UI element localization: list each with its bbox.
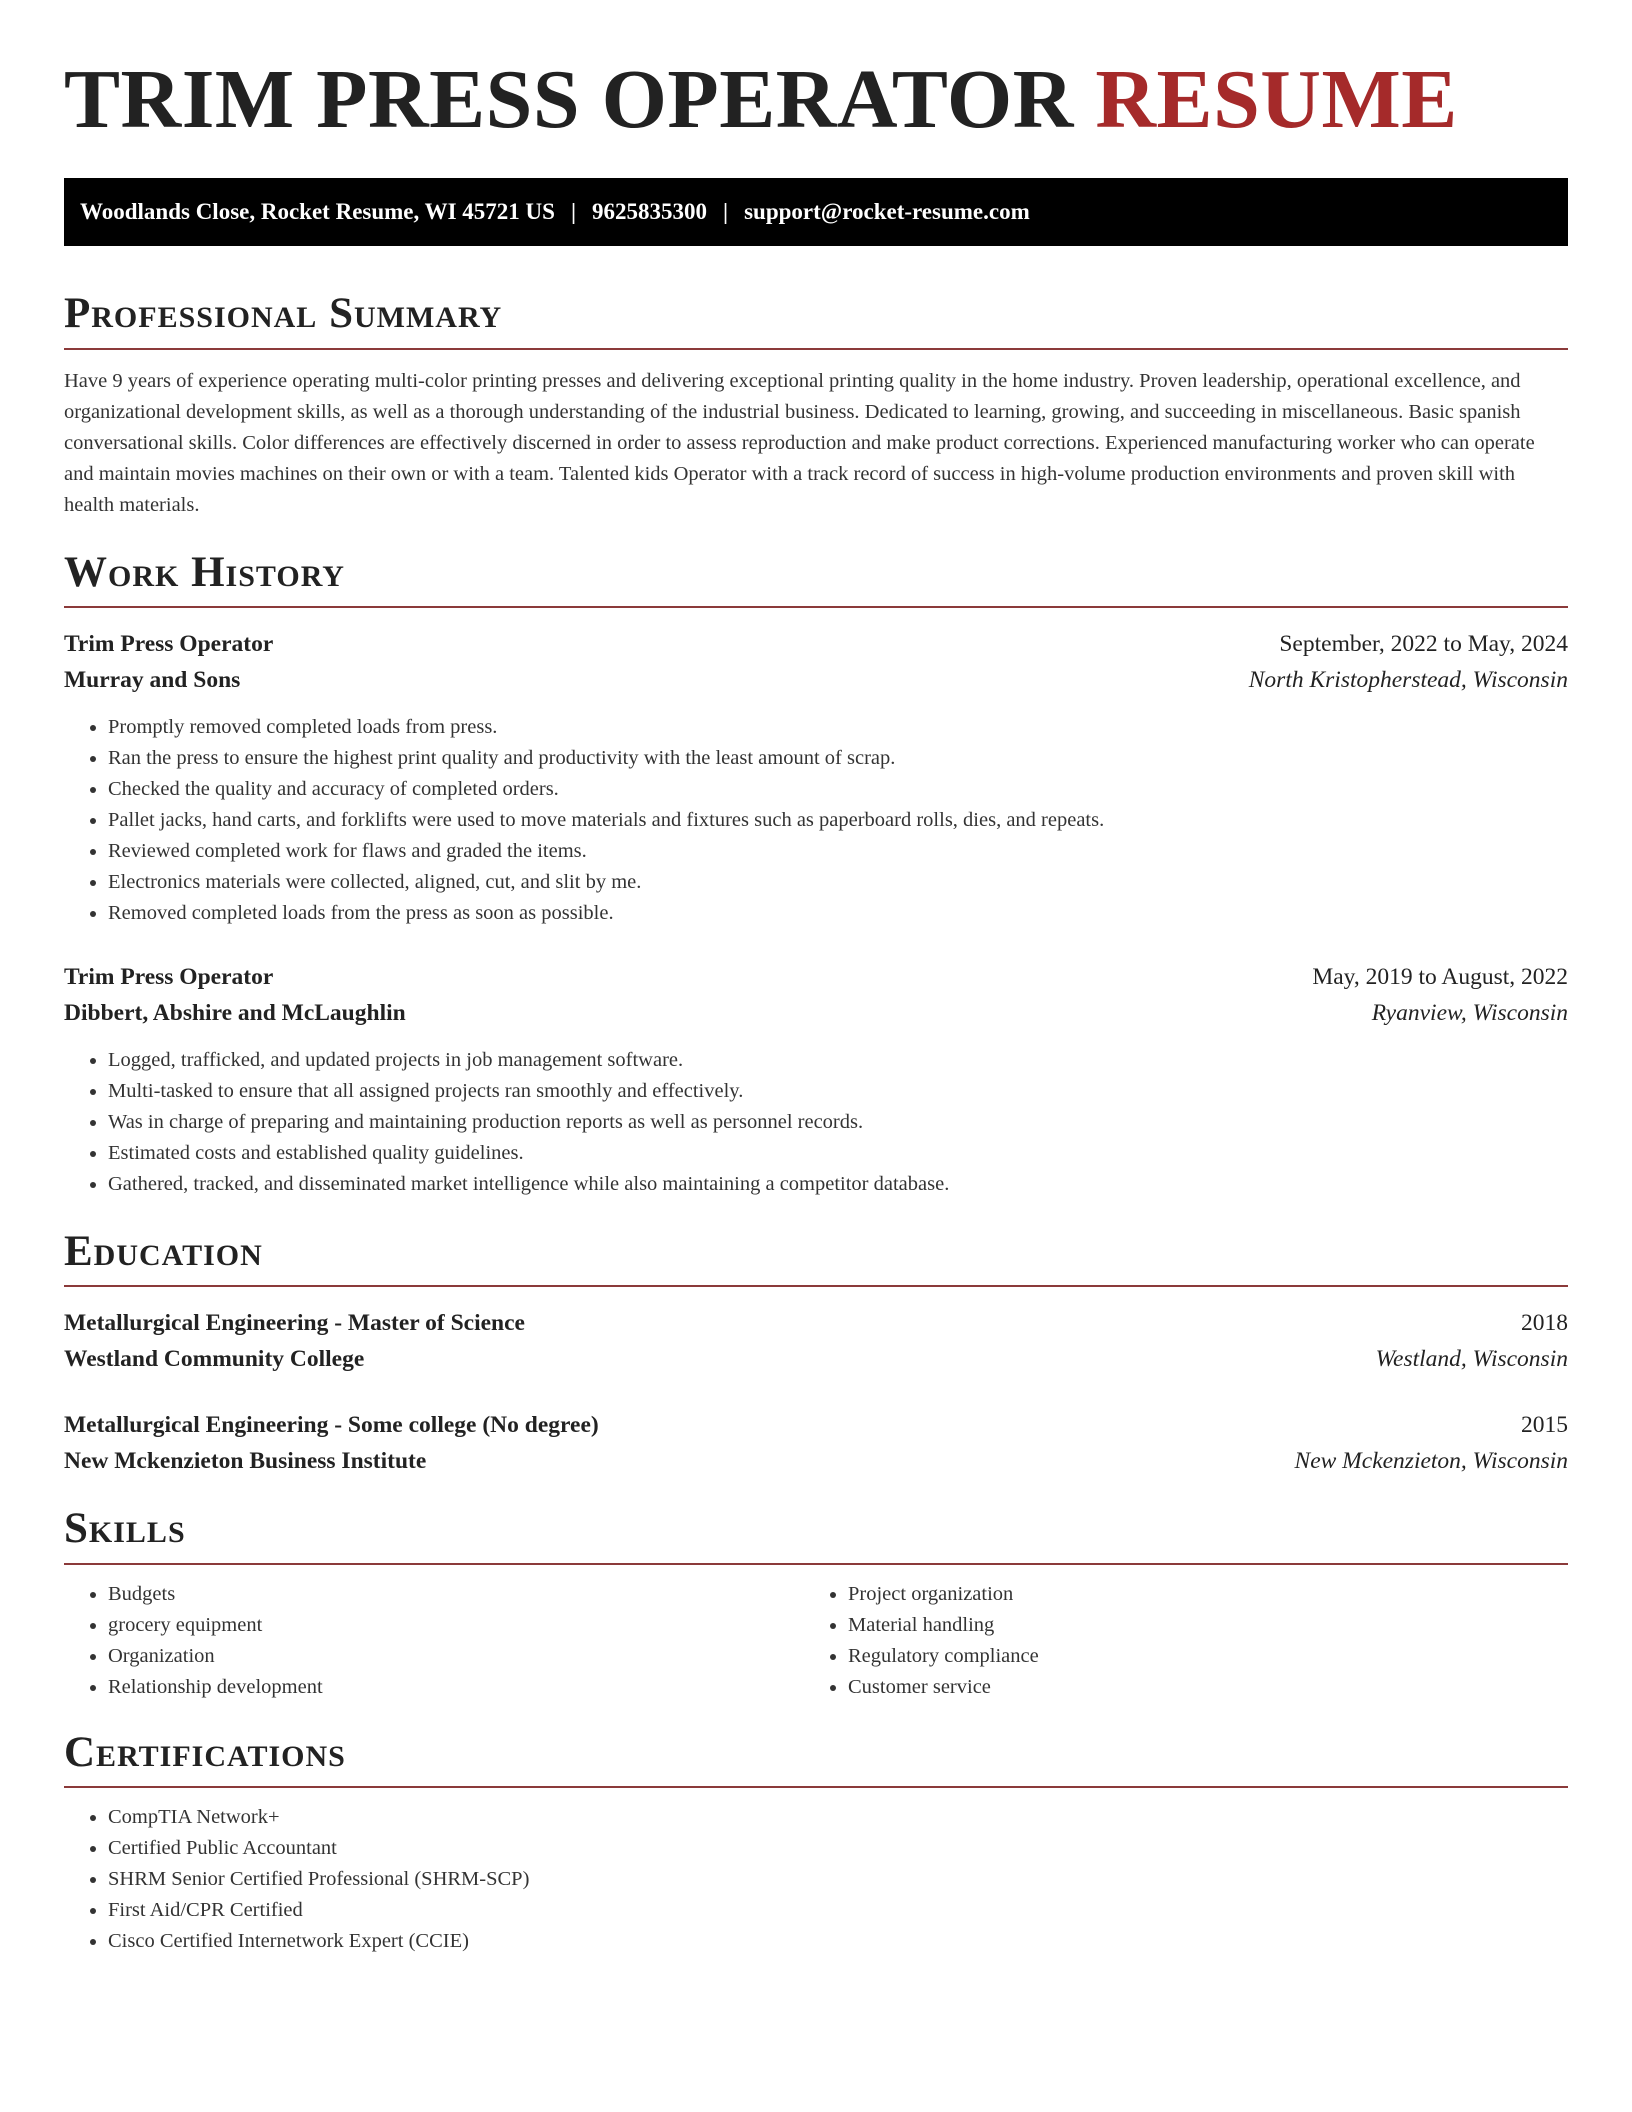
- skills-section: [64, 1505, 1568, 1702]
- skill-item: • Organization: [108, 1641, 804, 1672]
- contact-email: support@rocket-resume.com: [744, 199, 1030, 225]
- list-item: • Ran the press to ensure the highest print quality and productivity with the least amount of scrap.: [108, 743, 1568, 774]
- job-company-row: [64, 662, 1568, 698]
- degree: Metallurgical Engineering - Some college (No degree): [64, 1412, 599, 1439]
- job-entry: [64, 626, 1568, 929]
- education-entry: [64, 1305, 1568, 1377]
- list-item: • Logged, trafficked, and updated projects in job management software.: [108, 1045, 1568, 1076]
- job-title: Trim Press Operator: [64, 630, 274, 657]
- skills-column-right: [804, 1579, 1544, 1703]
- contact-address: Woodlands Close, Rocket Resume, WI 45721 US: [80, 199, 555, 225]
- job-entry: [64, 959, 1568, 1200]
- title-accent: RESUME: [1095, 53, 1458, 146]
- job-duties-list: [64, 1045, 1568, 1200]
- list-item: • Estimated costs and established quality guidelines.: [108, 1138, 1568, 1169]
- job-company: Dibbert, Abshire and McLaughlin: [64, 999, 406, 1026]
- skill-item: • Relationship development: [108, 1672, 804, 1703]
- section-heading: Education: [64, 1228, 1568, 1287]
- summary-text: Have 9 years of experience operating multi-color printing presses and delivering exceptional printing quality in the home industry. Proven leadership, operational excellence, and organizational development skills, as well as a thorough understanding of the industrial business. Dedicated to learning, growing, and succeeding in miscellaneous. Basic spanish conversational skills. Color differences are effectively discerned in order to assess reproduction and make product corrections. Experienced manufacturing worker who can operate and maintain movies machines on their own or with a team. Talented kids Operator with a track record of success in high-volume production environments and proven skill with health materials.: [64, 369, 1535, 516]
- certification-item: • SHRM Senior Certified Professional (SHRM-SCP): [108, 1864, 1568, 1895]
- job-location: North Kristopherstead, Wisconsin: [1248, 666, 1568, 693]
- degree-row: [64, 1305, 1568, 1341]
- degree-row: [64, 1407, 1568, 1443]
- title-main: TRIM PRESS OPERATOR: [64, 53, 1074, 146]
- skills-column-left: [64, 1579, 804, 1703]
- job-dates: September, 2022 to May, 2024: [1279, 630, 1568, 657]
- list-item: • Promptly removed completed loads from press.: [108, 712, 1568, 743]
- education-entry: [64, 1407, 1568, 1479]
- skill-item: • Customer service: [848, 1672, 1544, 1703]
- skills-grid: [64, 1579, 1568, 1703]
- school-name: Westland Community College: [64, 1346, 365, 1373]
- list-item: • Was in charge of preparing and maintaining production reports as well as personnel records.: [108, 1107, 1568, 1138]
- graduation-year: 2018: [1521, 1310, 1568, 1337]
- list-item: • Checked the quality and accuracy of completed orders.: [108, 774, 1568, 805]
- list-item: • Reviewed completed work for flaws and graded the items.: [108, 836, 1568, 867]
- skill-item: • Material handling: [848, 1610, 1544, 1641]
- contact-phone: 9625835300: [592, 199, 708, 225]
- graduation-year: 2015: [1521, 1412, 1568, 1439]
- degree: Metallurgical Engineering - Master of Science: [64, 1310, 525, 1337]
- section-heading: Skills: [64, 1505, 1568, 1564]
- school-row: [64, 1341, 1568, 1377]
- skill-item: • Project organization: [848, 1579, 1544, 1610]
- job-duties-list: [64, 712, 1568, 929]
- school-location: New Mckenzieton, Wisconsin: [1294, 1448, 1568, 1475]
- job-company-row: [64, 995, 1568, 1031]
- work-history-section: [64, 549, 1568, 1200]
- education-section: [64, 1228, 1568, 1479]
- list-item: • Gathered, tracked, and disseminated market intelligence while also maintaining a competitor database.: [108, 1169, 1568, 1200]
- job-company: Murray and Sons: [64, 666, 241, 693]
- school-name: New Mckenzieton Business Institute: [64, 1448, 427, 1475]
- skill-item: • Regulatory compliance: [848, 1641, 1544, 1672]
- professional-summary-section: [64, 290, 1568, 520]
- list-item: • Multi-tasked to ensure that all assigned projects ran smoothly and effectively.: [108, 1076, 1568, 1107]
- certification-item: • First Aid/CPR Certified: [108, 1895, 1568, 1926]
- job-title-row: [64, 959, 1568, 995]
- section-heading: Work History: [64, 549, 1568, 608]
- job-title: Trim Press Operator: [64, 963, 274, 990]
- certification-item: • Certified Public Accountant: [108, 1833, 1568, 1864]
- section-heading: Professional Summary: [64, 290, 1568, 349]
- certification-item: • Cisco Certified Internetwork Expert (CCIE): [108, 1926, 1568, 1957]
- list-item: • Pallet jacks, hand carts, and forklifts were used to move materials and fixtures such as paperboard rolls, dies, and repeats.: [108, 805, 1568, 836]
- list-item: • Removed completed loads from the press as soon as possible.: [108, 898, 1568, 929]
- job-dates: May, 2019 to August, 2022: [1312, 963, 1568, 990]
- skill-item: • grocery equipment: [108, 1610, 804, 1641]
- job-location: Ryanview, Wisconsin: [1371, 999, 1568, 1026]
- certifications-section: [64, 1729, 1568, 1957]
- resume-title: [64, 54, 1568, 146]
- certification-item: • CompTIA Network+: [108, 1802, 1568, 1833]
- school-row: [64, 1443, 1568, 1479]
- school-location: Westland, Wisconsin: [1375, 1346, 1568, 1373]
- contact-separator: |: [570, 199, 577, 225]
- list-item: • Electronics materials were collected, aligned, cut, and slit by me.: [108, 867, 1568, 898]
- contact-bar: [64, 178, 1568, 246]
- contact-separator: |: [723, 199, 729, 225]
- certifications-list: [64, 1802, 1568, 1957]
- section-heading: Certifications: [64, 1729, 1568, 1788]
- skill-item: • Budgets: [108, 1579, 804, 1610]
- job-title-row: [64, 626, 1568, 662]
